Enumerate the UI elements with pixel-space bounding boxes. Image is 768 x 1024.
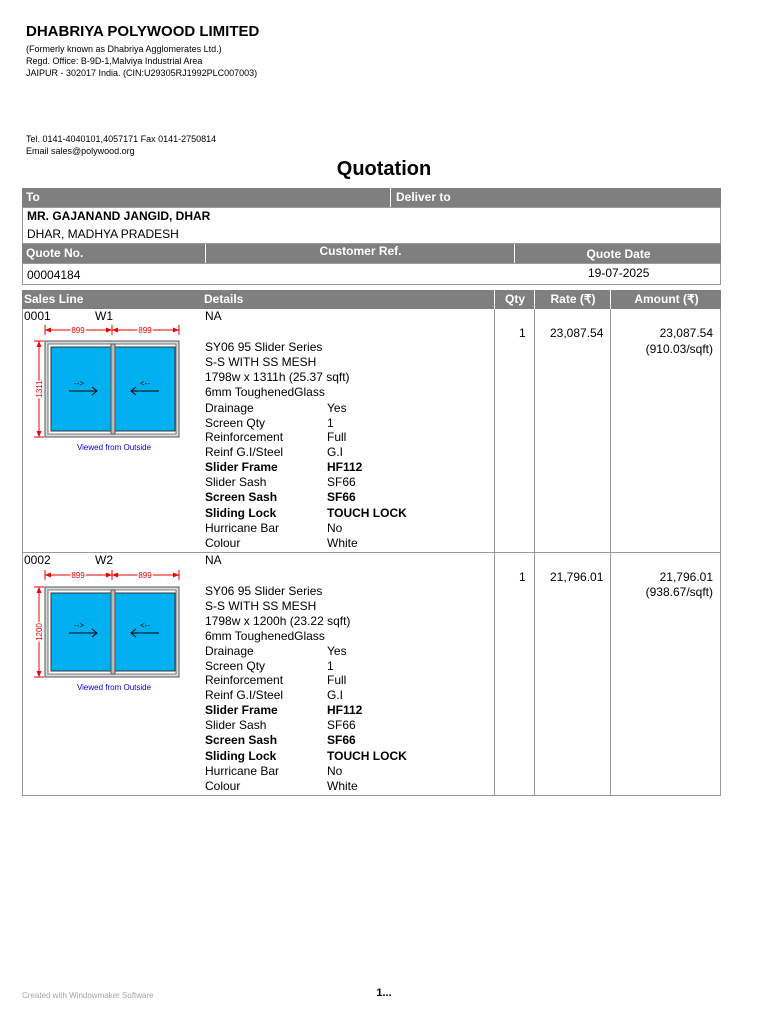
dimension-width-left: 899 [71, 326, 85, 335]
item-qty: 1 [519, 326, 526, 340]
quote-date: 19-07-2025 [588, 266, 650, 280]
customer-address: DHAR, MADHYA PRADESH [27, 227, 179, 241]
col-sales-line: Sales Line [24, 292, 84, 306]
col-qty: Qty [494, 290, 535, 309]
arrow-left-label: <-- [140, 621, 150, 630]
dimension-height: 1200 [35, 623, 44, 641]
item-rate: 23,087.54 [550, 326, 604, 340]
customer-box [22, 207, 721, 244]
quote-info-box [22, 263, 721, 285]
software-credit: Created with Windowmaker Software [22, 991, 154, 1000]
page-title: Quotation [336, 158, 432, 180]
company-former-name: (Formerly known as Dhabriya Agglomerates Ltd.) [26, 44, 222, 54]
item-amount: 21,796.01 [659, 570, 713, 584]
arrow-right-label: --> [74, 621, 84, 630]
arrow-left-label: <-- [140, 379, 150, 388]
window-drawing [31, 567, 191, 693]
arrow-right-label: --> [74, 379, 84, 388]
deliver-to-label: Deliver to [390, 188, 726, 207]
item-amount: 23,087.54 [659, 326, 713, 340]
company-office: Regd. Office: B-9D-1,Malviya Industrial Area [26, 56, 203, 66]
dimension-width-right: 899 [138, 571, 152, 580]
item-glass: 6mm ToughenedGlass [205, 385, 325, 399]
item-per-sqft: (910.03/sqft) [645, 342, 713, 356]
quote-no-label: Quote No. [26, 246, 84, 260]
quote-number: 00004184 [27, 268, 81, 282]
dimension-width-left: 899 [71, 571, 85, 580]
company-city: JAIPUR - 302017 India. (CIN:U29305RJ1992PLC007003) [26, 68, 258, 78]
dimension-width-right: 899 [138, 326, 152, 335]
item-code: W2 [95, 553, 113, 567]
item-series: SY06 95 Slider Series [205, 340, 323, 354]
col-details: Details [204, 292, 244, 306]
col-rate: Rate (₹) [534, 290, 611, 309]
item-rate: 21,796.01 [550, 570, 604, 584]
table-row: 0002 W2 NA 899 899 1200 --> <-- Viewed from Outside SY06 95 Slider Series S-S WITH SS MESH 1798w x 1200h (23.22 sqft) 6mm ToughenedGlass Drainage Yes Screen Qty 1 Reinforcement Full Reinf G.I/Steel G.I Slider Frame HF112 Slider Sash SF66 Screen Sash SF66 Sliding Lock TOUCH LOCK Hurricane Bar No Colour White 1 21,796.01 21,796.01 (938.67/sqft) [24, 553, 713, 793]
item-line-number: 0002 [24, 553, 51, 567]
company-address [26, 43, 257, 79]
to-header-bar [22, 188, 721, 207]
item-glass: 6mm ToughenedGlass [205, 629, 325, 643]
customer-ref-label: Customer Ref. [205, 244, 515, 263]
view-label: Viewed from Outside [76, 683, 152, 692]
item-code: W1 [95, 309, 113, 323]
items-table [22, 309, 721, 796]
quote-header-bar [22, 244, 721, 263]
dimension-height: 1311 [35, 380, 44, 398]
item-ref: NA [205, 553, 222, 567]
item-size: 1798w x 1200h (23.22 sqft) [205, 614, 351, 628]
page-number: 1... [376, 987, 392, 999]
item-ref: NA [205, 309, 222, 323]
quote-date-label: Quote Date [514, 244, 722, 263]
item-mesh: S-S WITH SS MESH [205, 599, 317, 613]
items-table-header [22, 290, 721, 309]
company-email: Email sales@polywood.org [26, 146, 135, 156]
item-line-number: 0001 [24, 309, 51, 323]
view-label: Viewed from Outside [76, 443, 152, 452]
company-tel: Tel. 0141-4040101,4057171 Fax 0141-2750814 [26, 134, 217, 144]
company-contact [26, 133, 216, 157]
col-amount: Amount (₹) [610, 290, 722, 309]
item-series: SY06 95 Slider Series [205, 584, 323, 598]
customer-name: MR. GAJANAND JANGID, DHAR [27, 209, 211, 223]
item-qty: 1 [519, 570, 526, 584]
item-mesh: S-S WITH SS MESH [205, 355, 317, 369]
table-row: 0001 W1 NA 899 899 1311 --> <-- Viewed from Outside SY06 95 Slider Series S-S WITH SS MESH 1798w x 1311h (25.37 sqft) 6mm ToughenedGlass Drainage Yes Screen Qty 1 Reinforcement Full Reinf G.I/Steel G.I Slider Frame HF112 Slider Sash SF66 Screen Sash SF66 Sliding Lock TOUCH LOCK Hurricane Bar No Colour White 1 23,087.54 23,087.54 (910.03/sqft) [24, 309, 713, 550]
item-size: 1798w x 1311h (25.37 sqft) [205, 370, 350, 384]
to-label: To [26, 190, 40, 204]
company-name: DHABRIYA POLYWOOD LIMITED [26, 23, 260, 40]
window-drawing [31, 321, 191, 453]
item-per-sqft: (938.67/sqft) [645, 585, 713, 599]
